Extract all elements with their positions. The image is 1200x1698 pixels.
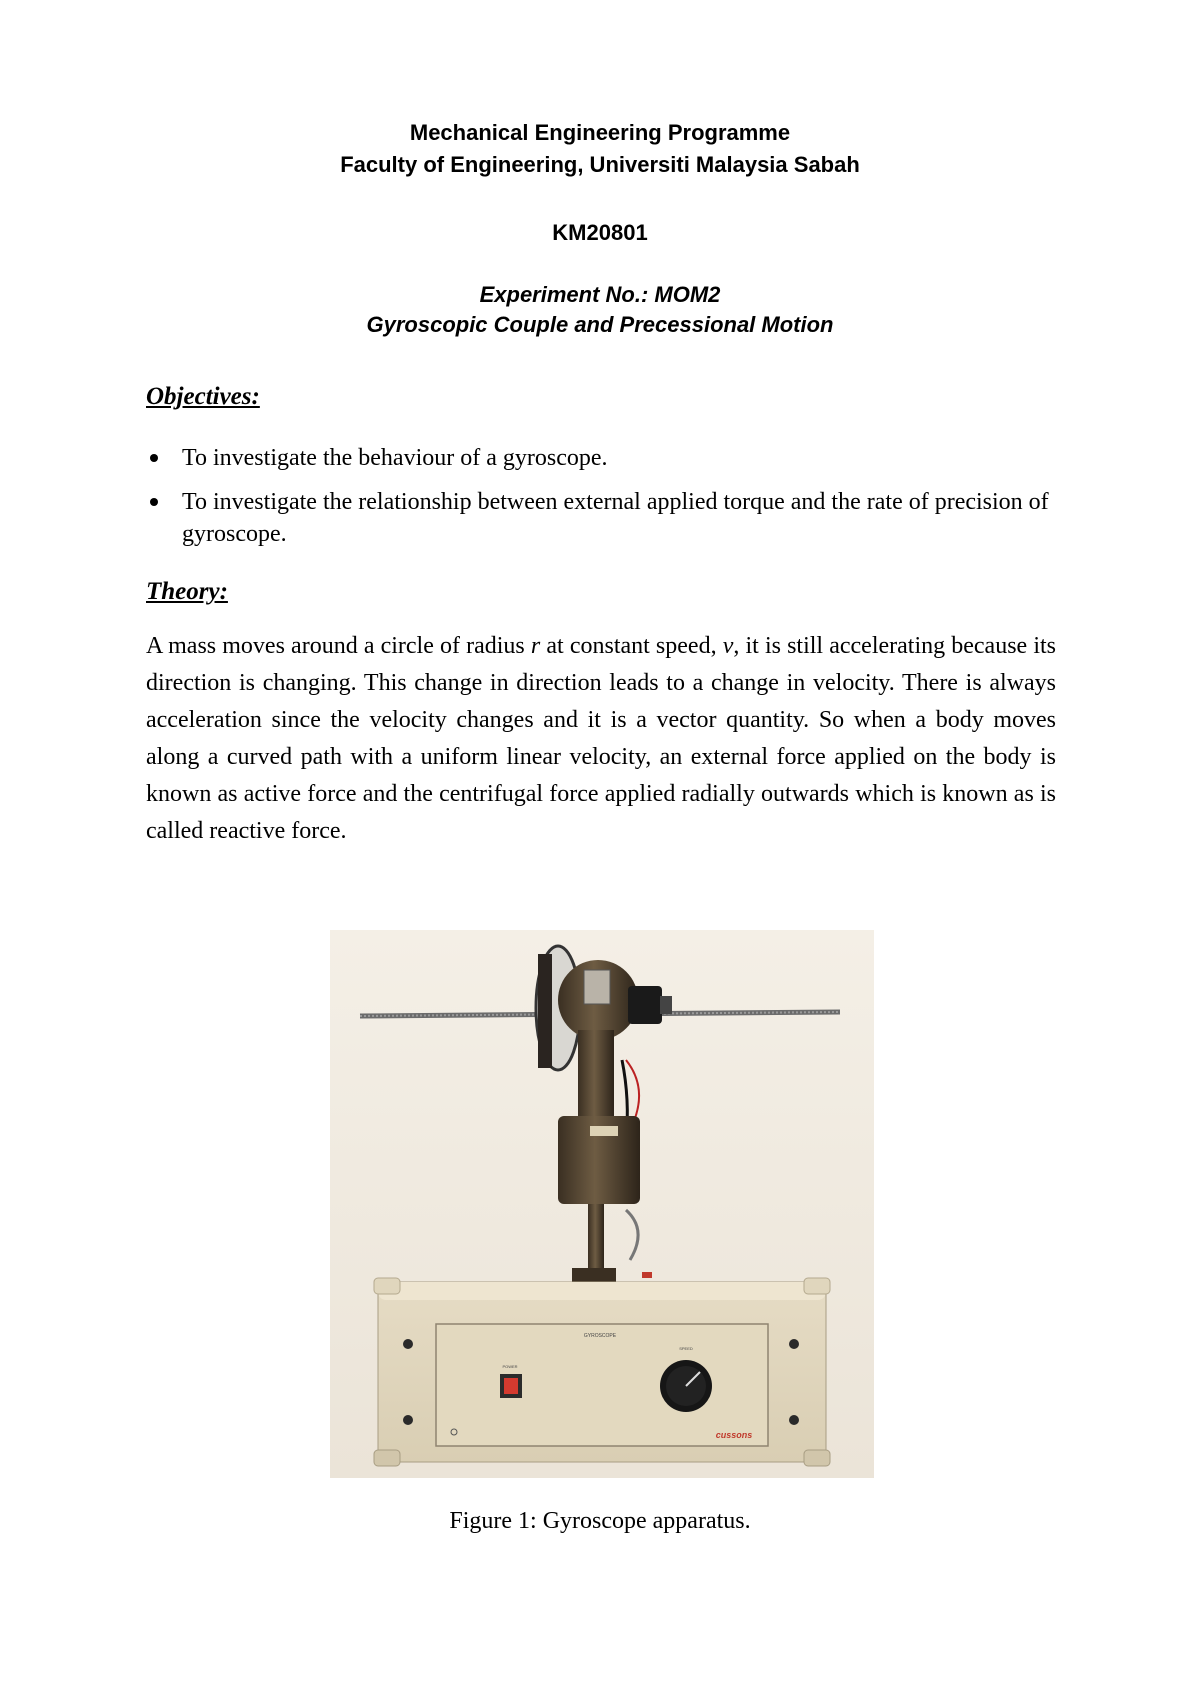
objective-item	[146, 442, 1056, 474]
experiment-title: Gyroscopic Couple and Precessional Motion	[366, 312, 834, 337]
power-label: POWER	[502, 1364, 518, 1369]
theory-paragraph	[146, 628, 1056, 850]
gyroscope-apparatus-image	[330, 930, 874, 1478]
theory-text: at constant speed,	[540, 633, 723, 659]
experiment-number: Experiment No.: MOM2	[479, 282, 721, 307]
programme-title: Mechanical Engineering Programme	[409, 120, 791, 145]
radius-symbol: r	[530, 633, 541, 659]
figure-caption: Figure 1: Gyroscope apparatus.	[449, 1508, 751, 1534]
objectives-list	[146, 442, 1056, 562]
objective-text: To investigate the behaviour of a gyroscope.	[182, 445, 608, 471]
brand-logo: cussons	[715, 1430, 753, 1440]
objective-text: To investigate the relationship between external applied torque and the rate of precision of gyroscope.	[182, 489, 1049, 547]
objectives-heading: Objectives:	[146, 383, 260, 410]
panel-title-label: GYROSCOPE	[583, 1333, 617, 1339]
theory-heading: Theory:	[146, 578, 228, 605]
speed-label: SPEED	[679, 1346, 693, 1351]
bullet-icon	[150, 454, 158, 462]
gyroscope-figure	[330, 930, 874, 1478]
objective-item	[146, 486, 1056, 550]
course-code: KM20801	[552, 220, 648, 245]
faculty-title: Faculty of Engineering, Universiti Malaysia Sabah	[340, 152, 860, 177]
bullet-icon	[150, 498, 158, 506]
theory-text: , it is still accelerating because its direction is changing. This change in direction leads to a change in velocity. There is always acceleration since the velocity changes and it is a vector quantity. So when a body moves along a curved path with a uniform linear velocity, an external force applied on the body is known as active force and the centrifugal force applied radially outwards which is known as is called reactive force.	[146, 633, 1056, 844]
theory-text: A mass moves around a circle of radius	[146, 633, 531, 659]
velocity-symbol: v	[722, 633, 734, 659]
